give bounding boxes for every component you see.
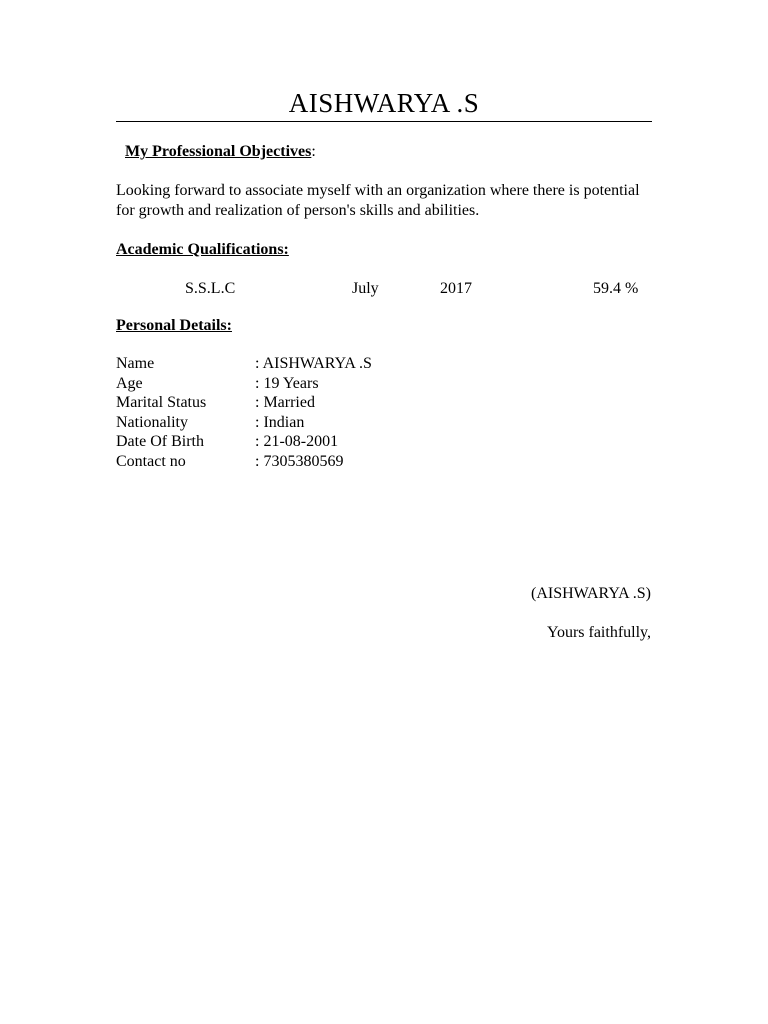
detail-label: Marital Status [116,394,207,412]
qualification-year: 2017 [440,280,472,297]
personal-heading-text: Personal Details: [116,317,232,334]
page-title: AISHWARYA .S [288,88,480,118]
qualification-course: S.S.L.C [185,280,236,297]
detail-value: : AISHWARYA .S [255,355,372,372]
qualification-month: July [352,280,379,297]
academic-heading-text: Academic Qualifications: [116,241,289,258]
objectives-text: Looking forward to associate myself with an organization where there is potential for growth and realization of person's skills and abilities. [116,182,640,219]
detail-value: : 19 Years [255,374,319,392]
title-underline [116,121,652,122]
detail-value: : 21-08-2001 [255,433,339,451]
objectives-heading-text: My Professional Objectives [125,143,312,160]
detail-label: Contact no [116,452,186,470]
personal-heading [116,316,232,336]
detail-value: : 7305380569 [255,452,344,470]
detail-label: Nationality [116,413,188,431]
objectives-heading-colon: : [311,143,316,160]
academic-heading [116,240,289,260]
signature-name: (AISHWARYA .S) [530,585,651,602]
detail-value: : Indian [255,413,305,431]
detail-value: : Married [255,394,315,412]
detail-label: Age [116,374,143,392]
signature-closing: Yours faithfully, [546,624,651,641]
objectives-heading [125,142,316,162]
detail-label: Name [116,355,155,372]
detail-label: Date Of Birth [116,433,204,451]
qualification-score: 59.4 % [593,280,639,297]
